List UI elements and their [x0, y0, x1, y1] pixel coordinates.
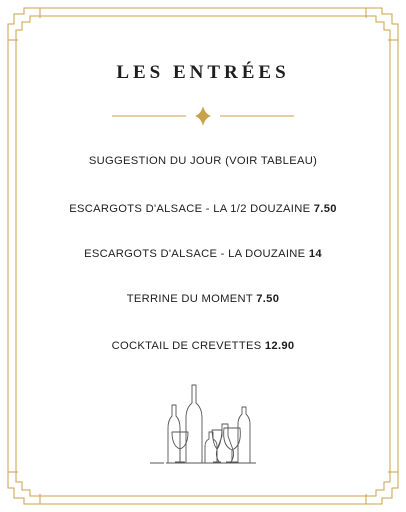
menu-item-name: TERRINE DU MOMENT [126, 293, 257, 305]
menu-item-name: SUGGESTION DU JOUR (VOIR TABLEAU) [88, 155, 318, 167]
menu-item-name: ESCARGOTS D'ALSACE - LA 1/2 DOUZAINE [69, 203, 311, 215]
menu-item-price: 7.50 [313, 203, 337, 215]
menu-item-name: ESCARGOTS D'ALSACE - LA DOUZAINE [84, 248, 306, 260]
menu-item-price: 14 [308, 248, 322, 260]
menu-item-price: 12.90 [264, 340, 295, 352]
menu-item-price: 7.50 [256, 293, 280, 305]
menu-item-name: COCKTAIL DE CREVETTES [111, 340, 262, 352]
page-title: LES ENTRÉES [116, 62, 290, 83]
